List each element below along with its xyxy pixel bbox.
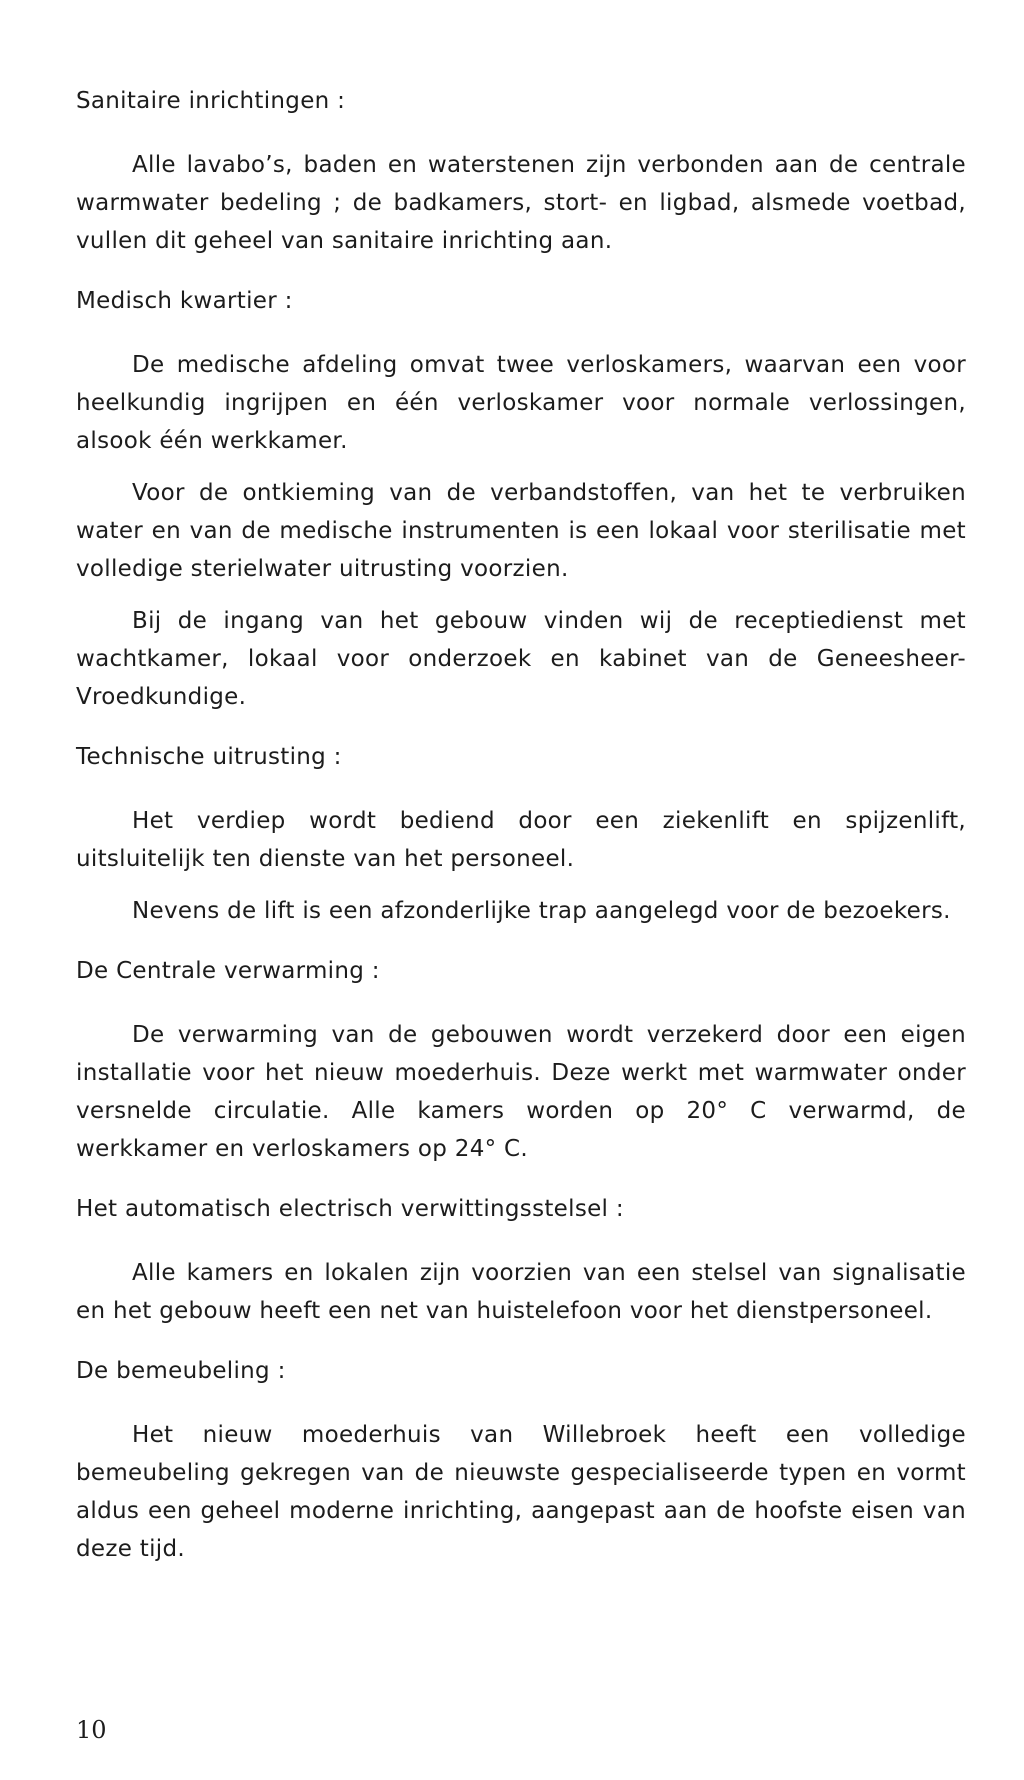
paragraph-technical-1: Het verdiep wordt bediend door een ziekenlift en spijzenlift, uitsluitelijk ten dienste van het personeel. [76,808,966,872]
section-heading-technical: Technische uitrusting : [76,744,342,770]
section-heading-medical: Medisch kwartier : [76,288,293,314]
section-gap [76,274,966,282]
section-gap [76,1344,966,1352]
section-heading-signalling: Het automatisch electrisch verwittingsstelsel : [76,1196,624,1222]
page-number: 10 [76,1716,107,1744]
paragraph-technical-2: Nevens de lift is een afzonderlijke trap aangelegd voor de bezoekers. [132,898,951,924]
section-heading-heating: De Centrale verwarming : [76,958,380,984]
section-gap [76,944,966,952]
paragraph-medical-2: Voor de ontkieming van de verbandstoffen, van het te verbruiken water en van de medische instrumenten is een lokaal voor sterilisatie met volledige sterielwater uitrusting voorzien. [76,480,966,582]
paragraph-medical-1: De medische afdeling omvat twee verloskamers, waarvan een voor heelkundig ingrijpen en één verloskamer voor normale verlossingen, alsook één werkkamer. [76,352,966,454]
section-gap [76,730,966,738]
paragraph-furnishing-1: Het nieuw moederhuis van Willebroek heeft een volledige bemeubeling gekregen van de nieuwste gespecialiseerde typen en vormt aldus een geheel moderne inrichting, aangepast aan de hoofste eisen van deze tijd. [76,1422,966,1562]
paragraph-medical-3: Bij de ingang van het gebouw vinden wij de receptiedienst met wachtkamer, lokaal voor onderzoek en kabinet van de Geneesheer-Vroedkundige. [76,608,966,710]
paragraph-signalling-1: Alle kamers en lokalen zijn voorzien van een stelsel van signalisatie en het gebouw heeft een net van huistelefoon voor het dienstpersoneel. [76,1260,966,1324]
section-heading-furnishing: De bemeubeling : [76,1358,286,1384]
section-gap [76,1182,966,1190]
section-heading-sanitary: Sanitaire inrichtingen : [76,88,346,114]
paragraph-heating-1: De verwarming van de gebouwen wordt verzekerd door een eigen installatie voor het nieuw moederhuis. Deze werkt met warmwater onder versnelde circulatie. Alle kamers worden op 20° C verwarmd, de werkkamer en verloskamers op 24° C. [76,1022,966,1162]
paragraph-sanitary-1: Alle lavabo’s, baden en waterstenen zijn verbonden aan de centrale warmwater bedeling ; de badkamers, stort- en ligbad, alsmede voetbad, vullen dit geheel van sanitaire inrichting aan. [76,152,966,254]
page-body [76,82,966,1582]
